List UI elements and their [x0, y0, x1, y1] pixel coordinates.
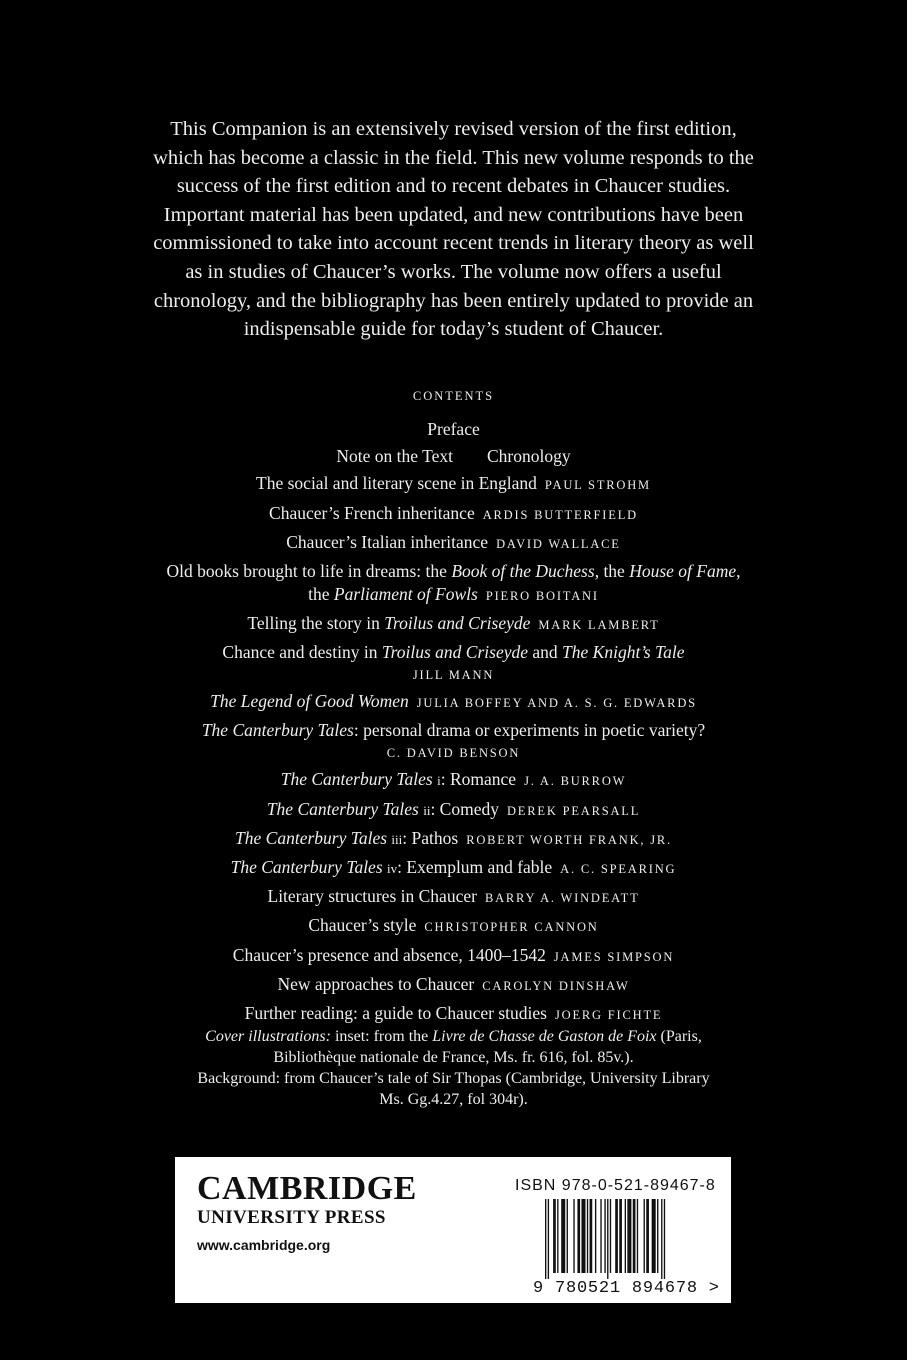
- publisher-subtitle: UNIVERSITY PRESS: [197, 1207, 386, 1228]
- entry-title: New approaches to Chaucer: [277, 973, 475, 994]
- credits-line: Background: from Chaucer’s tale of Sir Thopas (Cambridge, University Library: [197, 1070, 710, 1087]
- entry-author: PAUL STROHM: [544, 478, 651, 493]
- entry-author: PIERO BOITANI: [485, 589, 599, 604]
- publisher-logo: [197, 1171, 417, 1255]
- entry-author: C. DAVID BENSON: [386, 746, 521, 761]
- blurb-line: commissioned to take into account recent trends in literary theory as well: [153, 232, 754, 255]
- entry-number: ii: [423, 802, 431, 818]
- entry-title: : Pathos: [402, 827, 459, 848]
- entry-author: JULIA BOFFEY AND A. S. G. EDWARDS: [416, 696, 697, 711]
- blurb-line: Important material has been updated, and new contributions have been: [163, 203, 744, 226]
- entry-author: BARRY A. WINDEATT: [484, 891, 640, 906]
- entry-title: : Romance: [440, 769, 517, 790]
- entry-title: Chaucer’s style: [308, 915, 417, 936]
- entry-title-italic: Book of the Duchess: [451, 561, 595, 582]
- entry-title: The social and literary scene in England: [256, 473, 537, 494]
- entry-title-italic: Troilus and Criseyde: [384, 613, 531, 634]
- entry-title-italic: The Legend of Good Women: [210, 691, 409, 712]
- blurb-line: which has become a classic in the field. This new volume responds to the: [153, 146, 754, 169]
- credits-line: Bibliothèque nationale de France, Ms. fr. 616, fol. 85v.).: [273, 1049, 634, 1066]
- contents-entry: [60, 796, 847, 825]
- contents-entry: [60, 971, 847, 1000]
- entry-author: CHRISTOPHER CANNON: [424, 920, 599, 935]
- contents-entry: [60, 854, 847, 883]
- contents-entry: [60, 912, 847, 941]
- entry-title: the: [308, 584, 334, 605]
- barcode-digits: 9 780521 894678 >: [533, 1279, 719, 1295]
- entry-title: and: [528, 642, 563, 663]
- back-cover-blurb: [120, 115, 787, 344]
- contents-entry: [60, 1000, 847, 1029]
- contents-entry: [60, 529, 847, 558]
- blurb-line: success of the first edition and to recent debates in Chaucer studies.: [176, 175, 731, 198]
- publisher-name: CAMBRIDGE: [197, 1170, 417, 1207]
- credits-title: Livre de Chasse de Gaston de Foix: [432, 1028, 657, 1045]
- credits-label: Cover illustrations:: [205, 1028, 331, 1045]
- contents-entry: [60, 558, 847, 610]
- credits-line: Ms. Gg.4.27, fol 304r).: [379, 1091, 528, 1108]
- cover-illustration-credits: [140, 1026, 767, 1110]
- entry-title: Chaucer’s Italian inheritance: [286, 531, 489, 552]
- credits-text: inset: from the: [330, 1028, 433, 1045]
- contents-entry: [60, 688, 847, 717]
- entry-title-italic: The Canterbury Tales: [201, 720, 354, 741]
- entry-author: A. C. SPEARING: [560, 862, 677, 877]
- contents-entry: [60, 500, 847, 529]
- entry-title: Old books brought to life in dreams: the: [166, 561, 452, 582]
- entry-author: JAMES SIMPSON: [553, 949, 675, 964]
- entry-title-italic: The Knight’s Tale: [562, 642, 685, 663]
- blurb-line: as in studies of Chaucer’s works. The volume now offers a useful: [185, 260, 722, 283]
- contents-entry: [60, 470, 847, 499]
- contents-entry: [60, 717, 847, 766]
- entry-title: , the: [594, 561, 630, 582]
- credits-text: (Paris,: [656, 1028, 702, 1045]
- table-of-contents: [60, 386, 847, 1029]
- contents-entry: [60, 610, 847, 639]
- contents-entry: [60, 942, 847, 971]
- entry-author: JILL MANN: [412, 668, 495, 683]
- entry-title-italic: The Canterbury Tales: [280, 769, 433, 790]
- credits-line: [140, 1026, 767, 1047]
- entry-author: J. A. BURROW: [524, 774, 627, 789]
- entry-title: Note on the Text: [336, 446, 453, 467]
- entry-title: Chaucer’s presence and absence, 1400–1542: [232, 944, 546, 965]
- entry-title-italic: House of Fame: [629, 561, 737, 582]
- entry-author: ROBERT WORTH FRANK, JR.: [466, 832, 672, 847]
- contents-heading: CONTENTS: [412, 389, 495, 403]
- entry-title-italic: The Canterbury Tales: [266, 798, 419, 819]
- entry-author: JOERG FICHTE: [554, 1008, 663, 1023]
- entry-title-italic: The Canterbury Tales: [235, 827, 388, 848]
- entry-title-italic: The Canterbury Tales: [230, 857, 383, 878]
- entry-title: ,: [736, 561, 741, 582]
- contents-entry: [60, 639, 847, 688]
- entry-title: : Exemplum and fable: [397, 857, 553, 878]
- entry-number: i: [437, 773, 441, 789]
- entry-author: MARK LAMBERT: [538, 618, 660, 633]
- entry-title: Chance and destiny in: [222, 642, 382, 663]
- contents-entry-note-chronology: [60, 443, 847, 470]
- entry-title-italic: Parliament of Fowls: [333, 584, 478, 605]
- blurb-line: This Companion is an extensively revised version of the first edition,: [170, 118, 737, 140]
- isbn-label: ISBN 978-0-521-89467-8: [515, 1177, 716, 1194]
- entry-title: : Comedy: [430, 798, 499, 819]
- entry-title: Literary structures in Chaucer: [267, 886, 477, 907]
- entry-author: DAVID WALLACE: [496, 536, 621, 551]
- entry-title: Telling the story in: [247, 613, 385, 634]
- blurb-line: indispensable guide for today’s student of Chaucer.: [243, 318, 664, 341]
- entry-title: Preface: [427, 419, 480, 439]
- blurb-line: chronology, and the bibliography has been entirely updated to provide an: [153, 289, 754, 312]
- entry-number: iv: [387, 861, 398, 877]
- contents-entry: [60, 825, 847, 854]
- entry-title: Further reading: a guide to Chaucer studies: [244, 1003, 547, 1024]
- contents-entry: [60, 883, 847, 912]
- barcode-icon: [533, 1199, 721, 1295]
- entry-title: Chaucer’s French inheritance: [269, 502, 475, 523]
- publisher-barcode-panel: [175, 1157, 731, 1303]
- entry-title: : personal drama or experiments in poetic variety?: [353, 720, 706, 741]
- contents-entry-preface: [60, 416, 847, 443]
- entry-title: Chronology: [486, 446, 571, 467]
- contents-entry: [60, 766, 847, 795]
- entry-author: CAROLYN DINSHAW: [482, 978, 630, 993]
- entry-title-italic: Troilus and Criseyde: [381, 642, 528, 663]
- publisher-website: www.cambridge.org: [197, 1237, 331, 1253]
- entry-author: DEREK PEARSALL: [506, 803, 641, 818]
- entry-number: iii: [391, 831, 403, 847]
- entry-author: ARDIS BUTTERFIELD: [482, 507, 638, 522]
